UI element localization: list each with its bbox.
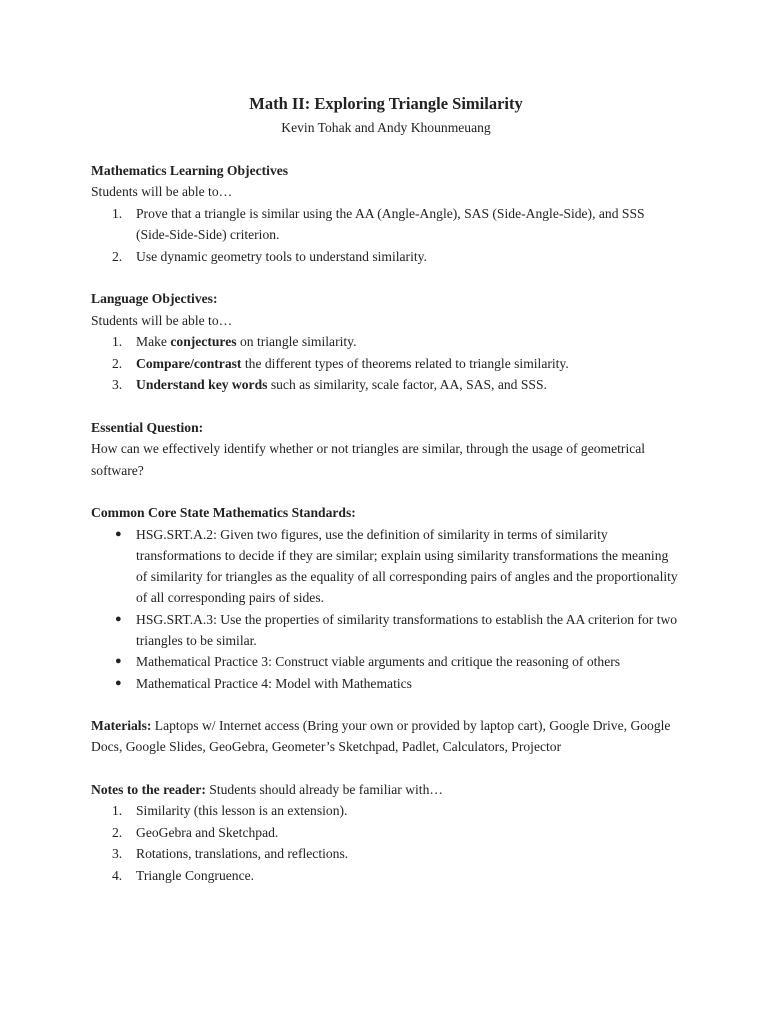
list-item-text: Mathematical Practice 3: Construct viable arguments and critique the reasoning of others [136, 654, 621, 670]
essential-question-heading: Essential Question: [91, 419, 204, 435]
list-item-text: HSG.SRT.A.3: Use the properties of similarity transformations to establish the AA criterion for two triangles to be similar. [136, 611, 678, 648]
materials-section [91, 715, 681, 758]
notes-list [91, 800, 681, 886]
list-item [91, 843, 681, 865]
math-objectives-intro: Students will be able to… [91, 184, 233, 199]
list-item [91, 203, 681, 246]
list-number: 2. [112, 355, 123, 371]
document-authors: Kevin Tohak and Andy Khounmeuang [281, 120, 491, 135]
list-item [91, 246, 681, 268]
list-number: 1. [112, 205, 123, 221]
list-item [91, 331, 681, 353]
list-item [91, 524, 681, 609]
math-objectives-section [91, 160, 681, 268]
list-item [91, 673, 681, 694]
materials-paragraph [91, 715, 681, 758]
list-item [91, 609, 681, 652]
list-item-text: the different types of theorems related to triangle similarity. [241, 355, 569, 371]
notes-intro: Students should already be familiar with… [205, 781, 443, 797]
standards-heading: Common Core State Mathematics Standards: [91, 505, 356, 520]
list-item-keyword: Compare/contrast [136, 355, 242, 371]
standards-list [91, 524, 681, 694]
bullet-icon: ● [115, 527, 122, 540]
list-item-keyword: conjectures [170, 334, 237, 349]
list-number: 2. [112, 248, 123, 264]
list-item-lead: Make [136, 334, 171, 349]
list-number: 4. [112, 867, 123, 883]
list-number: 1. [112, 334, 123, 349]
list-item [91, 822, 681, 844]
language-objectives-list [91, 331, 681, 396]
list-item-text: Rotations, translations, and reflections. [136, 846, 349, 862]
list-item-text: Triangle Congruence. [136, 867, 255, 883]
math-objectives-heading: Mathematics Learning Objectives [91, 162, 289, 178]
language-objectives-heading: Language Objectives: [91, 291, 218, 306]
list-item [91, 800, 681, 822]
list-item-text: Use dynamic geometry tools to understand similarity. [136, 248, 427, 264]
standards-section [91, 502, 681, 694]
essential-question-text: How can we effectively identify whether or not triangles are similar, through the usage of geometrical software? [91, 441, 646, 478]
list-item-keyword: Understand key words [136, 377, 268, 392]
bullet-icon: ● [115, 612, 122, 625]
list-item-text: GeoGebra and Sketchpad. [136, 824, 279, 840]
list-item [91, 374, 681, 396]
list-item [91, 865, 681, 887]
notes-label: Notes to the reader: [91, 781, 206, 797]
bullet-icon: ● [115, 676, 122, 689]
list-item-text: on triangle similarity. [236, 334, 357, 349]
list-item-text: such as similarity, scale factor, AA, SAS, and SSS. [267, 377, 547, 392]
list-item-text: Similarity (this lesson is an extension). [136, 803, 348, 819]
bullet-icon: ● [115, 655, 122, 668]
list-item [91, 651, 681, 672]
list-number: 3. [112, 846, 123, 862]
notes-section [91, 779, 681, 887]
list-number: 1. [112, 803, 123, 819]
notes-paragraph [91, 779, 681, 801]
list-item-text: HSG.SRT.A.2: Given two figures, use the definition of similarity in terms of similarity transformations to decide if they are similar; explain using similarity transformations the meaning of similarity for triangles as the equality of all corresponding pairs of angles and the proportionality of all corresponding pairs of sides. [136, 526, 678, 606]
math-objectives-list [91, 203, 681, 268]
document-body [91, 93, 681, 886]
essential-question-section [91, 417, 681, 482]
language-objectives-intro: Students will be able to… [91, 312, 233, 328]
materials-label: Materials: [91, 717, 152, 733]
list-item-text: Prove that a triangle is similar using the AA (Angle-Angle), SAS (Side-Angle-Side), and SSS (Side-Side-Side) criterion. [136, 205, 645, 242]
list-number: 2. [112, 824, 123, 840]
language-objectives-section [91, 288, 681, 396]
list-number: 3. [112, 377, 123, 392]
materials-text: Laptops w/ Internet access (Bring your own or provided by laptop cart), Google Drive, Google Docs, Google Slides, GeoGebra, Geometer’s Sketchpad, Padlet, Calculators, Projector [91, 717, 671, 755]
list-item [91, 353, 681, 375]
document-title: Math II: Exploring Triangle Similarity [249, 94, 523, 113]
list-item-text: Mathematical Practice 4: Model with Mathematics [136, 675, 412, 691]
